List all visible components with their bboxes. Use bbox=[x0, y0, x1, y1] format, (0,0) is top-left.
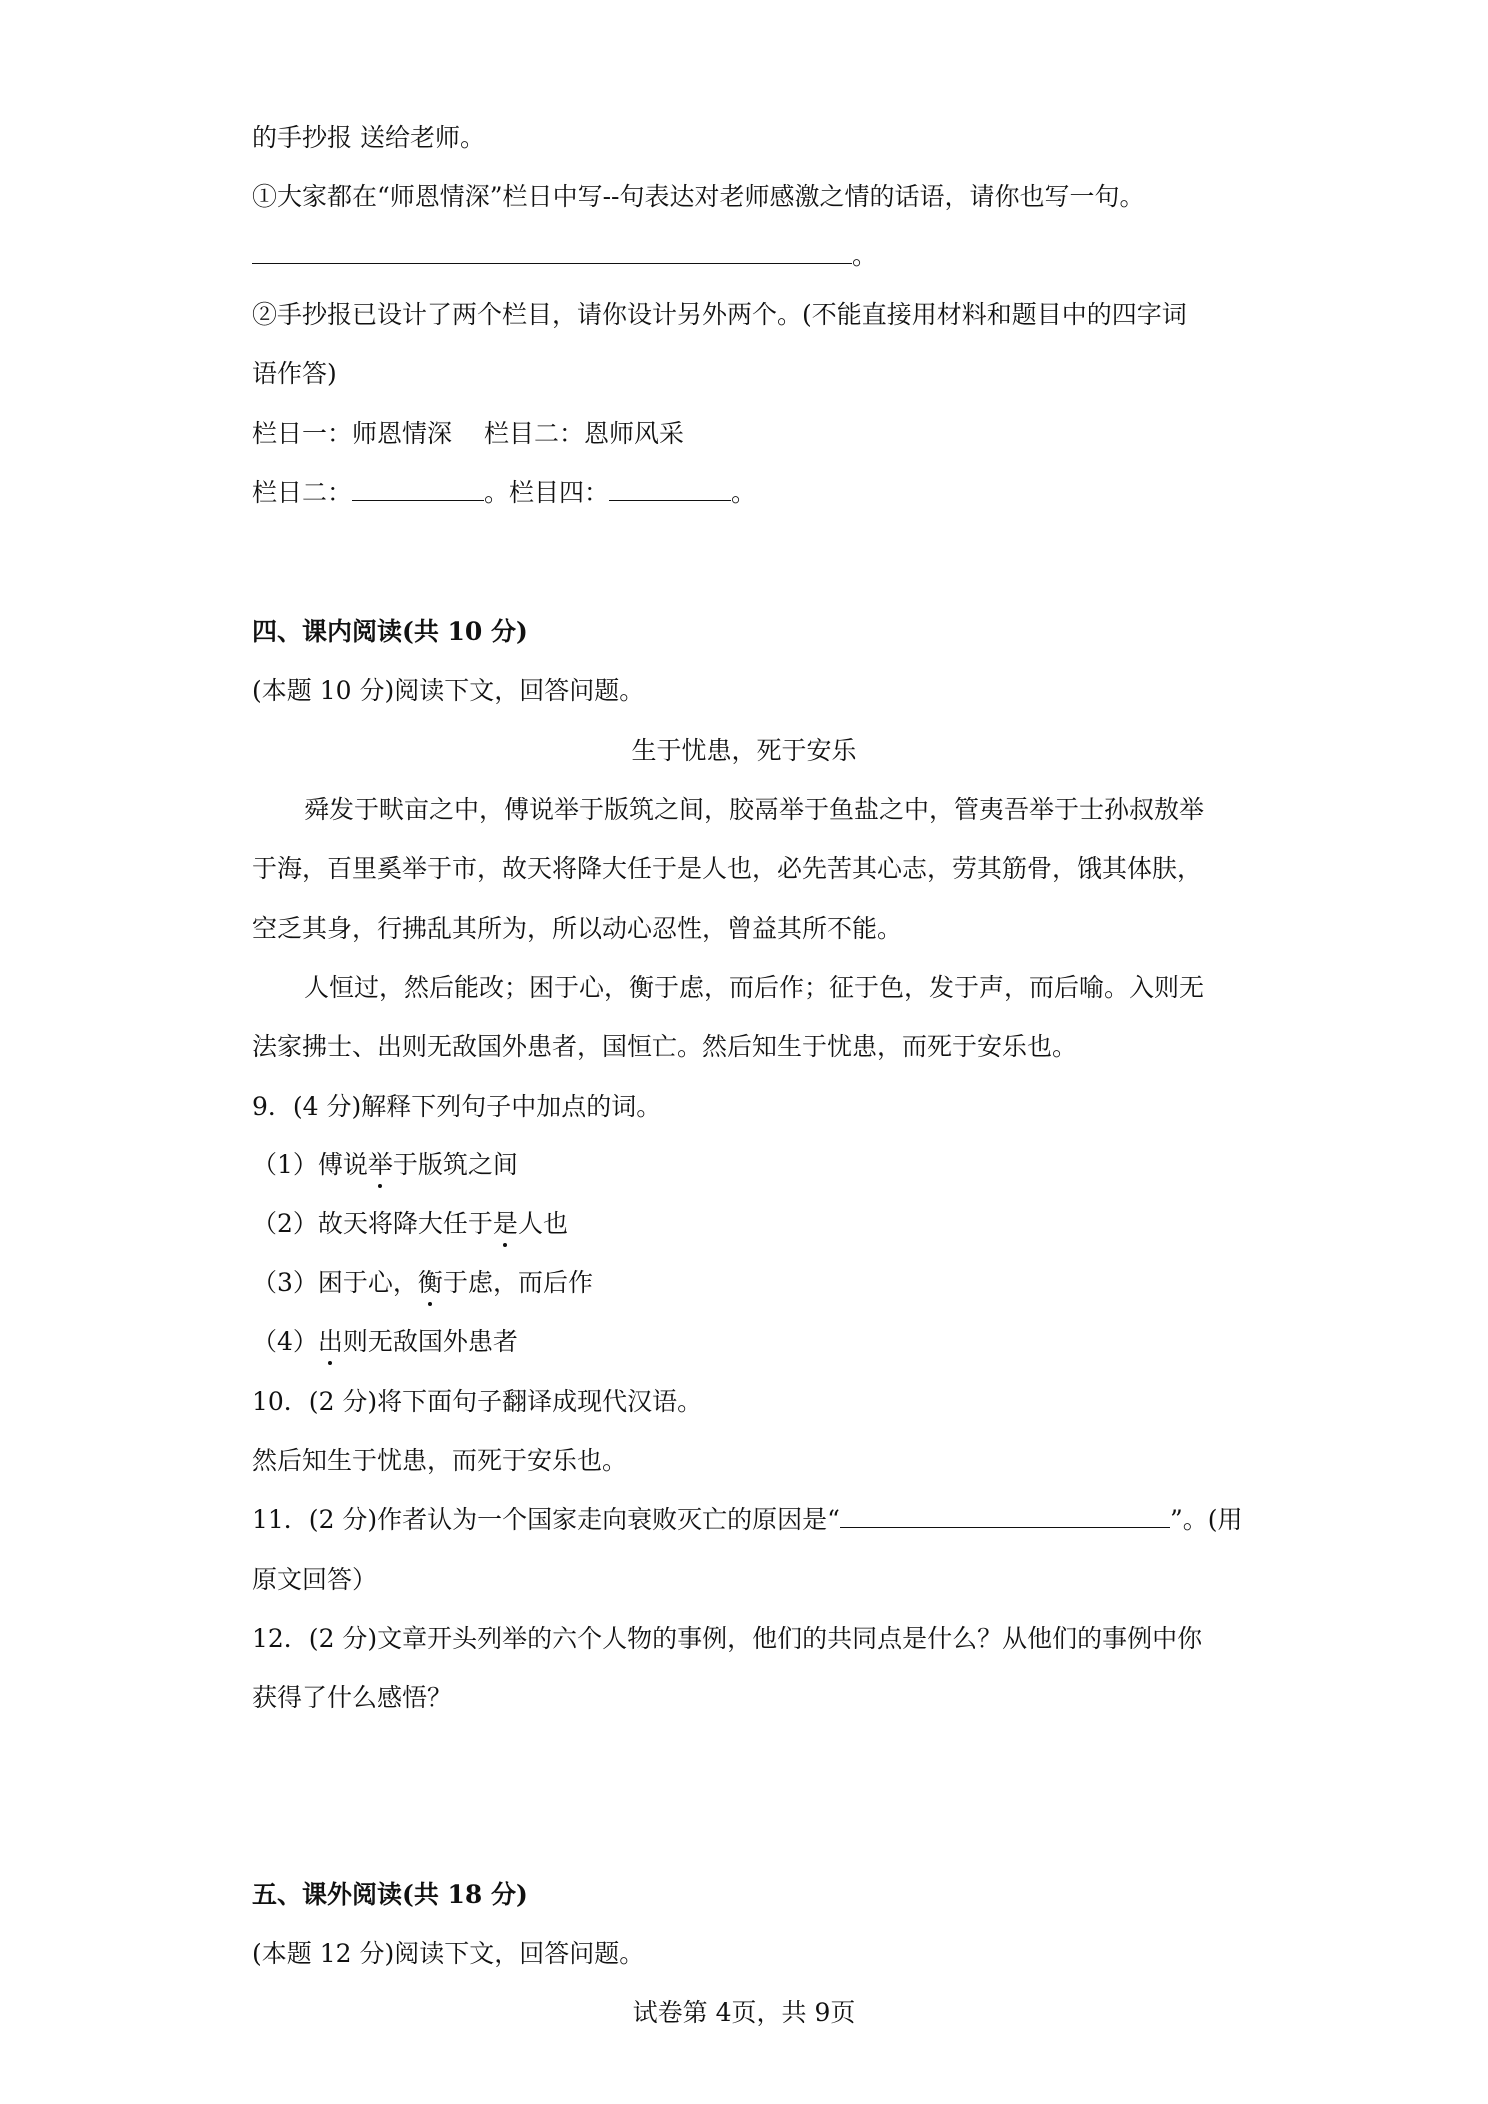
question-9-item-1: （1）傅说举于版筑之间 bbox=[252, 1150, 518, 1179]
column-1: 栏日一：师恩情深 bbox=[252, 419, 453, 448]
answer-blank[interactable] bbox=[840, 1503, 1170, 1528]
question-1: ①大家都在“师恩情深”栏日中写--句表达对老师感激之情的话语，请你也写一句。 bbox=[252, 182, 1145, 211]
question-10: 10．(2 分)将下面句子翻译成现代汉语。 bbox=[252, 1387, 703, 1416]
passage-line: 人恒过，然后能改；困于心，衡于虑，而后作；征于色，发于声，而后喻。入则无 bbox=[304, 973, 1205, 1002]
dotted-word: 是 bbox=[492, 1209, 518, 1238]
answer-line-1: 。 bbox=[252, 239, 877, 273]
question-10-sentence: 然后知生于忧患，而死于安乐也。 bbox=[252, 1446, 628, 1475]
text-line: 的手抄报 送给老师。 bbox=[252, 123, 485, 152]
column-2: 栏目二：恩师风采 bbox=[484, 419, 685, 448]
dotted-word: 衡 bbox=[417, 1268, 443, 1297]
answer-blank[interactable] bbox=[252, 239, 852, 264]
column-4-blank[interactable] bbox=[609, 476, 731, 501]
section-5-heading: 五、课外阅读(共 18 分) bbox=[252, 1880, 528, 1909]
section-5-intro: (本题 12 分)阅读下文，回答问题。 bbox=[252, 1939, 645, 1968]
passage-line: 于海，百里奚举于市，故天将降大任于是人也，必先苦其心志，劳其筋骨，饿其体肤， bbox=[252, 854, 1203, 883]
question-11: 11．(2 分)作者认为一个国家走向衰败灭亡的原因是“ ”。(用 bbox=[252, 1505, 1243, 1534]
passage-line: 舜发于畎亩之中，傅说举于版筑之间，胶鬲举于鱼盐之中，管夷吾举于士孙叔敖举 bbox=[304, 795, 1205, 824]
question-9: 9．(4 分)解释下列句子中加点的词。 bbox=[252, 1092, 662, 1121]
question-9-item-2: （2）故天将降大任于是人也 bbox=[252, 1209, 568, 1238]
section-4-intro: (本题 10 分)阅读下文，回答问题。 bbox=[252, 676, 645, 705]
question-9-item-4: （4）出则无敌国外患者 bbox=[252, 1327, 518, 1356]
column-list bbox=[252, 417, 684, 451]
section-4-heading: 四、课内阅读(共 10 分) bbox=[252, 617, 528, 646]
page-footer: 试卷第 4页，共 9页 bbox=[632, 1998, 856, 2027]
column-3-blank[interactable] bbox=[352, 476, 484, 501]
dotted-word: 出 bbox=[317, 1327, 343, 1356]
dotted-word: 举 bbox=[367, 1150, 393, 1179]
question-9-item-3: （3）困于心，衡于虑，而后作 bbox=[252, 1268, 593, 1297]
column-3-label: 栏日二： bbox=[252, 478, 353, 507]
question-12-line-2: 获得了什么感悟？ bbox=[252, 1683, 453, 1712]
passage-title: 生于忧患，死于安乐 bbox=[631, 736, 857, 765]
question-11-line-2: 原文回答） bbox=[252, 1565, 378, 1594]
question-12-line-1: 12．(2 分)文章开头列举的六个人物的事例，他们的共同点是什么？从他们的事例中你 bbox=[252, 1624, 1203, 1653]
passage-line: 空乏其身，行拂乱其所为，所以动心忍性，曾益其所不能。 bbox=[252, 914, 903, 943]
passage-line: 法家拂士、出则无敌国外患者，国恒亡。然后知生于忧患，而死于安乐也。 bbox=[252, 1032, 1078, 1061]
column-4-label: 栏目四： bbox=[509, 478, 610, 507]
column-blanks: 栏日二： 。栏目四： 。 bbox=[252, 478, 757, 507]
question-2-line-1: ②手抄报已设计了两个栏目，请你设计另外两个。(不能直接用材料和题目中的四字词 bbox=[252, 300, 1187, 329]
question-2-line-2: 语作答) bbox=[252, 359, 337, 388]
